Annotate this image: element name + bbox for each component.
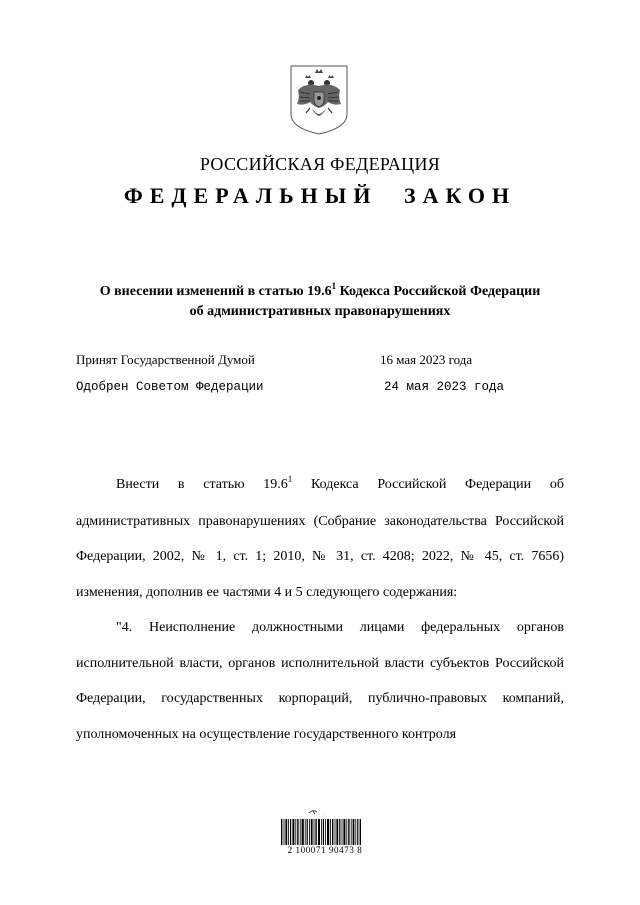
country-heading: РОССИЙСКАЯ ФЕДЕРАЦИЯ: [199, 154, 441, 174]
law-title-text-cont: Кодекса Российской Федерации: [336, 284, 541, 299]
adoption-date: 16 мая 2023 года: [380, 352, 473, 367]
barcode-bars: [279, 808, 363, 848]
law-body: [76, 467, 564, 752]
coat-of-arms-emblem: [288, 64, 350, 136]
barcode-number: 2 100071 90473 8: [287, 845, 363, 855]
law-title-text: О внесении изменений в статью 19.6: [99, 284, 332, 299]
law-title-line2: об административных правонарушениях: [189, 304, 451, 319]
svg-text:·: ·: [323, 812, 325, 817]
adoption-label: Принят Государственной Думой: [76, 352, 255, 367]
law-title: [60, 282, 580, 322]
adoption-label: Одобрен Советом Федерации: [76, 380, 264, 394]
body-superscript: 1: [287, 474, 293, 484]
law-title-superscript: 1: [331, 281, 337, 291]
body-text: Внести в статью 19.6: [116, 477, 288, 492]
body-paragraph: [76, 467, 564, 610]
body-text-cont: Кодекса Российской Федерации об административных правонарушениях (Собрание законодательства Российской Федерации, 2002, № 1, ст. 1; 2010, № 31, ст. 4208; 2022, № 45, ст. 7656) изменения, дополнив ее частями 4 и 5 следующего содержания:: [76, 477, 564, 600]
adoption-date: 24 мая 2023 года: [384, 380, 505, 394]
body-paragraph: "4. Неисполнение должностными лицами федеральных органов исполнительной власти, органов исполнительной власти субъектов Российской Федерации, государственных корпораций, публично-правовых компаний, уполномоченных на осуществление государственного контроля: [76, 620, 564, 742]
document-type-heading: ФЕДЕРАЛЬНЫЙ ЗАКОН: [123, 183, 517, 208]
